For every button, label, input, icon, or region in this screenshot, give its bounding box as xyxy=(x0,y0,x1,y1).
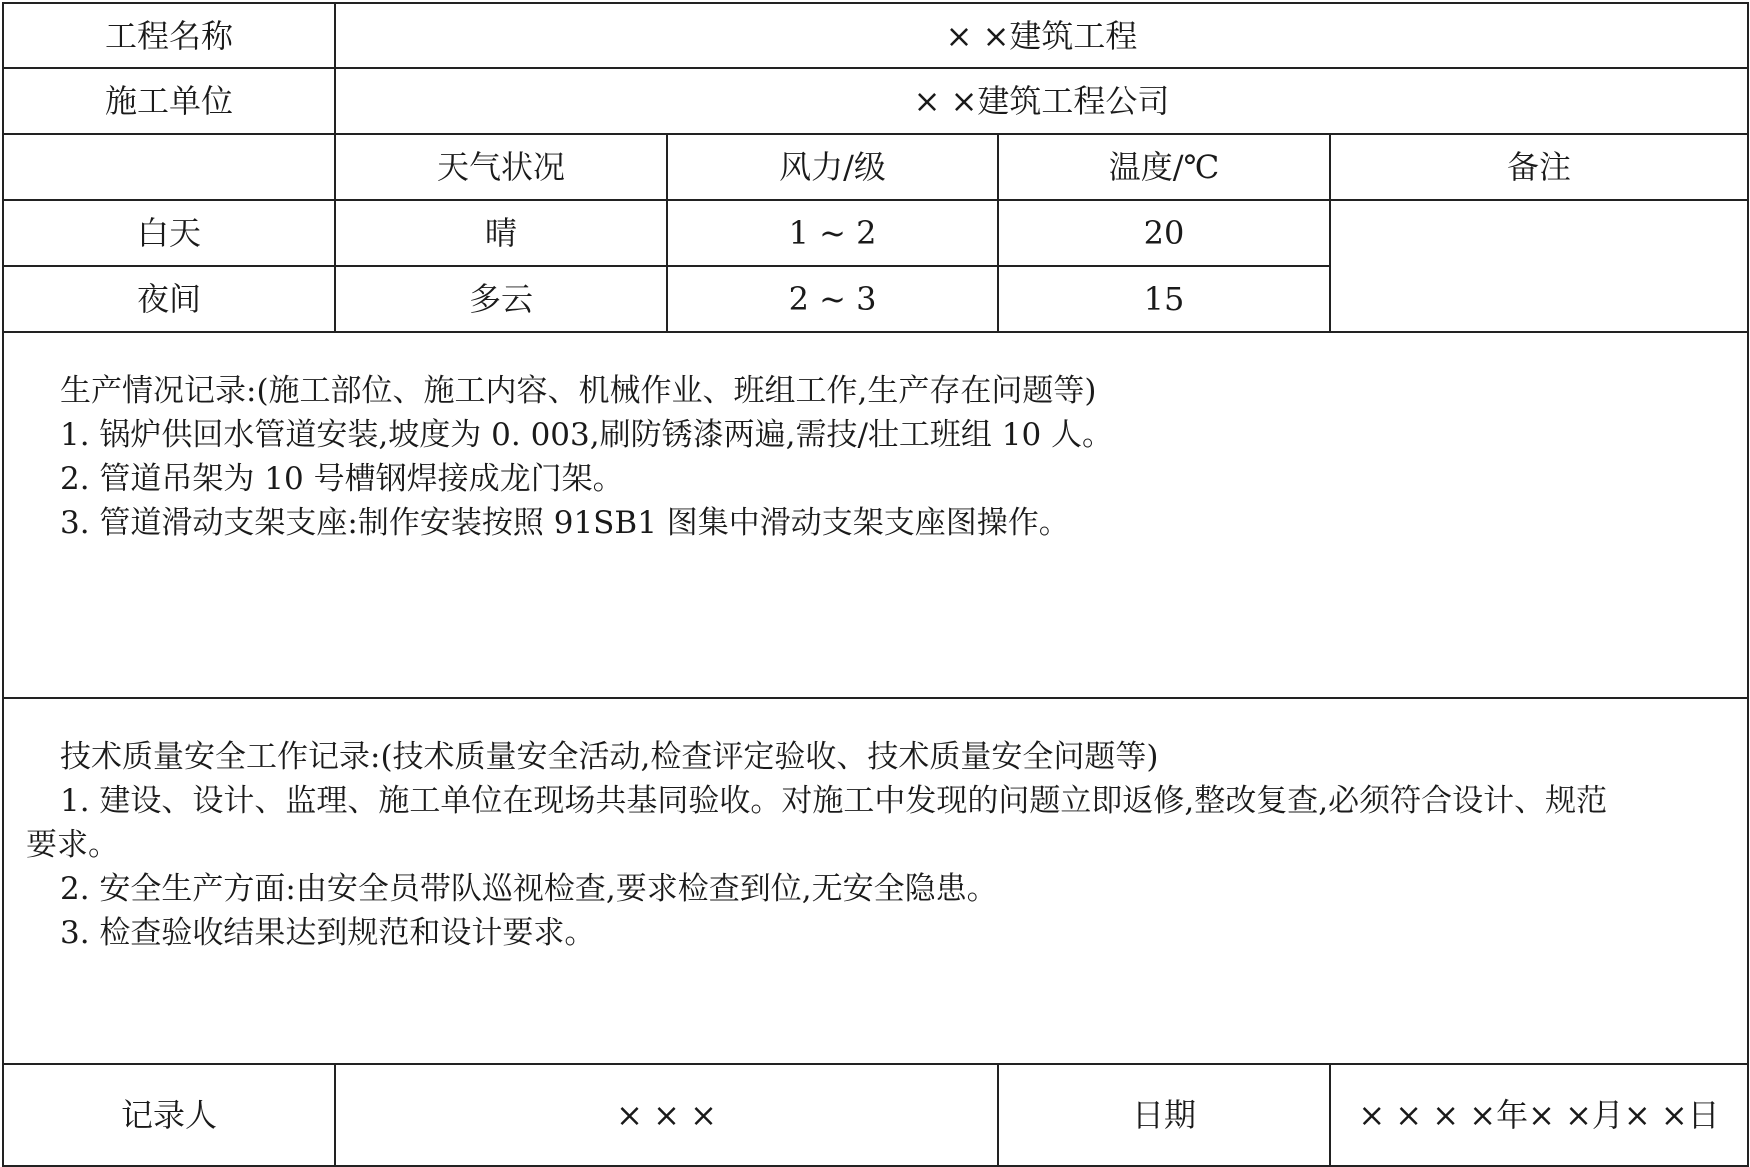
weather-remarks-cell xyxy=(1330,200,1748,332)
project-name-value: × ×建筑工程 xyxy=(335,3,1748,68)
construction-log-table xyxy=(2,2,1749,1167)
production-item: 1. 锅炉供回水管道安装,坡度为 0. 003,刷防锈漆两遍,需技/壮工班组 10 人。 xyxy=(60,417,1114,453)
weather-wind: 2 ~ 3 xyxy=(667,266,998,332)
weather-row-day xyxy=(3,200,1748,266)
weather-temp: 20 xyxy=(998,200,1330,266)
contractor-label: 施工单位 xyxy=(3,68,335,134)
weather-wind: 1 ~ 2 xyxy=(667,200,998,266)
quality-item-1-line-1: 1. 建设、设计、监理、施工单位在现场共基同验收。对施工中发现的问题立即返修,整改复查,必须符合设计、规范 xyxy=(60,783,1608,819)
production-item: 2. 管道吊架为 10 号槽钢焊接成龙门架。 xyxy=(60,461,624,497)
weather-condition: 多云 xyxy=(335,266,667,332)
signature-row xyxy=(3,1064,1748,1166)
date-label: 日期 xyxy=(998,1064,1330,1166)
quality-item: 2. 安全生产方面:由安全员带队巡视检查,要求检查到位,无安全隐患。 xyxy=(60,871,998,907)
weather-period: 夜间 xyxy=(3,266,335,332)
weather-header-wind: 风力/级 xyxy=(667,134,998,200)
weather-header-row xyxy=(3,134,1748,200)
production-record-title: 生产情况记录:(施工部位、施工内容、机械作业、班组工作,生产存在问题等) xyxy=(60,373,1097,409)
project-name-label: 工程名称 xyxy=(3,3,335,68)
contractor-value: × ×建筑工程公司 xyxy=(335,68,1748,134)
weather-header-blank xyxy=(3,134,335,200)
quality-item-1-line-2: 要求。 xyxy=(26,827,119,863)
quality-record-row xyxy=(3,698,1748,1064)
quality-record-cell xyxy=(3,698,1748,1064)
weather-header-temp: 温度/℃ xyxy=(998,134,1330,200)
weather-period: 白天 xyxy=(3,200,335,266)
contractor-row xyxy=(3,68,1748,134)
weather-temp: 15 xyxy=(998,266,1330,332)
weather-condition: 晴 xyxy=(335,200,667,266)
recorder-label: 记录人 xyxy=(3,1064,335,1166)
project-name-row xyxy=(3,3,1748,68)
quality-item: 3. 检查验收结果达到规范和设计要求。 xyxy=(60,915,596,951)
production-item: 3. 管道滑动支架支座:制作安装按照 91SB1 图集中滑动支架支座图操作。 xyxy=(60,505,1070,541)
quality-record-title: 技术质量安全工作记录:(技术质量安全活动,检查评定验收、技术质量安全问题等) xyxy=(60,739,1159,775)
weather-header-remarks: 备注 xyxy=(1330,134,1748,200)
recorder-value: × × × xyxy=(335,1064,998,1166)
weather-header-condition: 天气状况 xyxy=(335,134,667,200)
production-record-row xyxy=(3,332,1748,698)
date-value: × × × ×年× ×月× ×日 xyxy=(1330,1064,1748,1166)
production-record-cell xyxy=(3,332,1748,698)
